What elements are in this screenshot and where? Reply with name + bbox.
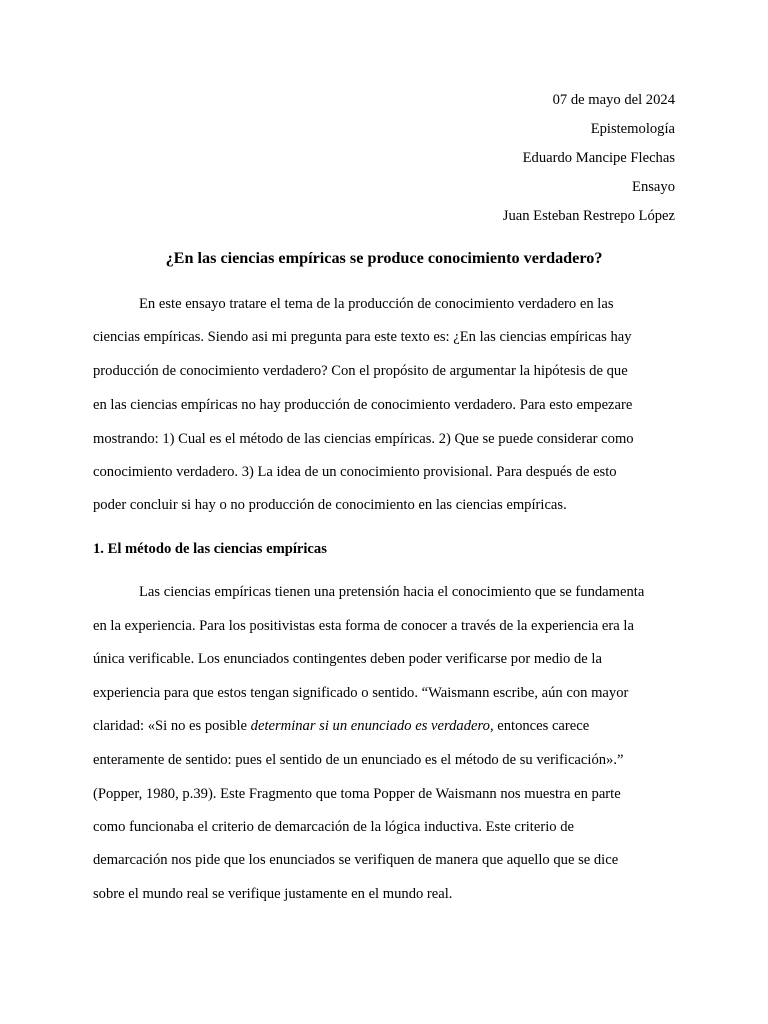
essay-author: Juan Esteban Restrepo López bbox=[502, 208, 675, 224]
section-heading: 1. El método de las ciencias empíricas bbox=[93, 541, 327, 557]
paragraph-line: En este ensayo tratare el tema de la producción de conocimiento verdadero en las bbox=[139, 296, 614, 312]
quote-text-before: claridad: «Si no es posible bbox=[93, 718, 251, 734]
paragraph-line: producción de conocimiento verdadero? Con el propósito de argumentar la hipótesis de que bbox=[93, 363, 628, 379]
paragraph-line: (Popper, 1980, p.39). Este Fragmento que toma Popper de Waismann nos muestra en parte bbox=[93, 786, 621, 802]
paragraph-line: enteramente de sentido: pues el sentido de un enunciado es el método de su verificación».” bbox=[93, 752, 624, 768]
paragraph-line: en la experiencia. Para los positivistas esta forma de conocer a través de la experiencia era la bbox=[93, 618, 634, 634]
paragraph-line: poder concluir si hay o no producción de conocimiento en las ciencias empíricas. bbox=[93, 497, 567, 513]
quote-text-after: , entonces carece bbox=[489, 718, 590, 734]
essay-date: 07 de mayo del 2024 bbox=[552, 92, 675, 108]
paragraph-line: sobre el mundo real se verifique justamente en el mundo real. bbox=[93, 886, 453, 902]
essay-header bbox=[175, 86, 675, 231]
paragraph-line: Las ciencias empíricas tienen una pretensión hacia el conocimiento que se fundamenta bbox=[139, 584, 645, 600]
paragraph-line: conocimiento verdadero. 3) La idea de un conocimiento provisional. Para después de esto bbox=[93, 464, 617, 480]
paragraph-line: mostrando: 1) Cual es el método de las ciencias empíricas. 2) Que se puede considerar como bbox=[93, 431, 634, 447]
essay-title: ¿En las ciencias empíricas se produce conocimiento verdadero? bbox=[165, 249, 603, 267]
paragraph-line: como funcionaba el criterio de demarcación de la lógica inductiva. Este criterio de bbox=[93, 819, 574, 835]
essay-subject: Epistemología bbox=[590, 121, 675, 137]
quote-italic-text: determinar si un enunciado es verdadero bbox=[250, 718, 490, 734]
paragraph-line: en las ciencias empíricas no hay producción de conocimiento verdadero. Para esto empezare bbox=[93, 397, 633, 413]
essay-professor: Eduardo Mancipe Flechas bbox=[522, 150, 675, 166]
quote-line bbox=[93, 716, 589, 736]
paragraph-line: experiencia para que estos tengan significado o sentido. “Waismann escribe, aún con mayor bbox=[93, 685, 629, 701]
paragraph-line: ciencias empíricas. Siendo asi mi pregunta para este texto es: ¿En las ciencias empíricas hay bbox=[93, 329, 632, 345]
essay-doc-type: Ensayo bbox=[632, 179, 675, 195]
paragraph-line: única verificable. Los enunciados contingentes deben poder verificarse por medio de la bbox=[93, 651, 602, 667]
paragraph-line: demarcación nos pide que los enunciados se verifiquen de manera que aquello que se dice bbox=[93, 852, 619, 868]
